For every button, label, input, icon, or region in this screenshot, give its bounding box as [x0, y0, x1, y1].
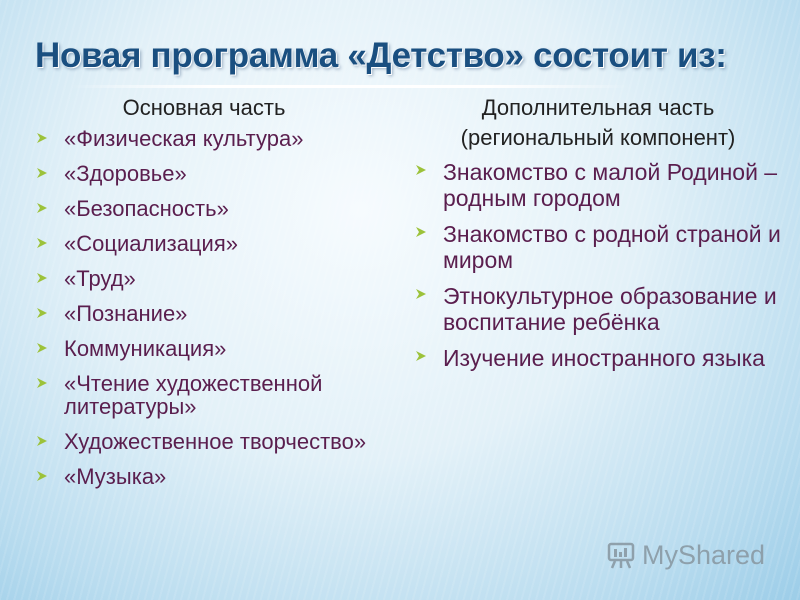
slide-title: Новая программа «Детство» состоит из: [35, 36, 727, 75]
main-part-column [34, 93, 394, 500]
arrow-bullet-icon [36, 342, 48, 354]
main-part-heading: Основная часть [122, 95, 286, 120]
arrow-bullet-icon [36, 435, 48, 447]
arrow-bullet-icon [415, 164, 427, 176]
main-part-list [34, 127, 394, 488]
list-item [34, 465, 394, 488]
list-item-text: «Труд» [64, 266, 136, 291]
additional-part-subheading: (региональный компонент) [460, 125, 736, 150]
list-item [413, 159, 783, 211]
arrow-bullet-icon [415, 350, 427, 362]
list-item [34, 372, 394, 418]
arrow-bullet-icon [36, 237, 48, 249]
arrow-bullet-icon [36, 202, 48, 214]
arrow-bullet-icon [36, 132, 48, 144]
list-item [34, 302, 394, 325]
arrow-bullet-icon [415, 288, 427, 300]
arrow-bullet-icon [36, 272, 48, 284]
list-item [34, 337, 394, 360]
arrow-bullet-icon [36, 470, 48, 482]
title-underline [70, 85, 630, 88]
list-item-text: «Музыка» [64, 464, 167, 489]
list-item [34, 162, 394, 185]
additional-part-list [413, 159, 783, 371]
list-item [34, 127, 394, 150]
arrow-bullet-icon [415, 226, 427, 238]
list-item-text: «Социализация» [64, 231, 238, 256]
list-item [34, 197, 394, 220]
watermark-text: MyShared [642, 539, 766, 570]
list-item [413, 221, 783, 273]
list-item-text: «Безопасность» [64, 196, 229, 221]
list-item-text: Знакомство с родной страной и миром [443, 221, 781, 273]
arrow-bullet-icon [36, 377, 48, 389]
additional-part-heading: Дополнительная часть [481, 95, 715, 120]
list-item-text: Знакомство с малой Родиной – родным городом [443, 159, 778, 211]
list-item [34, 232, 394, 255]
list-item-text: Этнокультурное образование и воспитание ребёнка [443, 283, 777, 335]
list-item-text: «Здоровье» [64, 161, 187, 186]
list-item [34, 267, 394, 290]
additional-part-column [413, 93, 783, 381]
list-item [413, 345, 783, 371]
list-item-text: «Чтение художественной литературы» [64, 371, 323, 419]
arrow-bullet-icon [36, 167, 48, 179]
list-item-text: «Познание» [64, 301, 188, 326]
arrow-bullet-icon [36, 307, 48, 319]
list-item-text: Изучение иностранного языка [443, 345, 765, 371]
list-item [413, 283, 783, 335]
list-item-text: Коммуникация» [64, 336, 227, 361]
list-item-text: Художественное творчество» [64, 429, 367, 454]
presentation-board-icon [606, 540, 636, 570]
myshared-watermark[interactable] [606, 538, 765, 572]
list-item-text: «Физическая культура» [64, 126, 304, 151]
list-item [34, 430, 394, 453]
